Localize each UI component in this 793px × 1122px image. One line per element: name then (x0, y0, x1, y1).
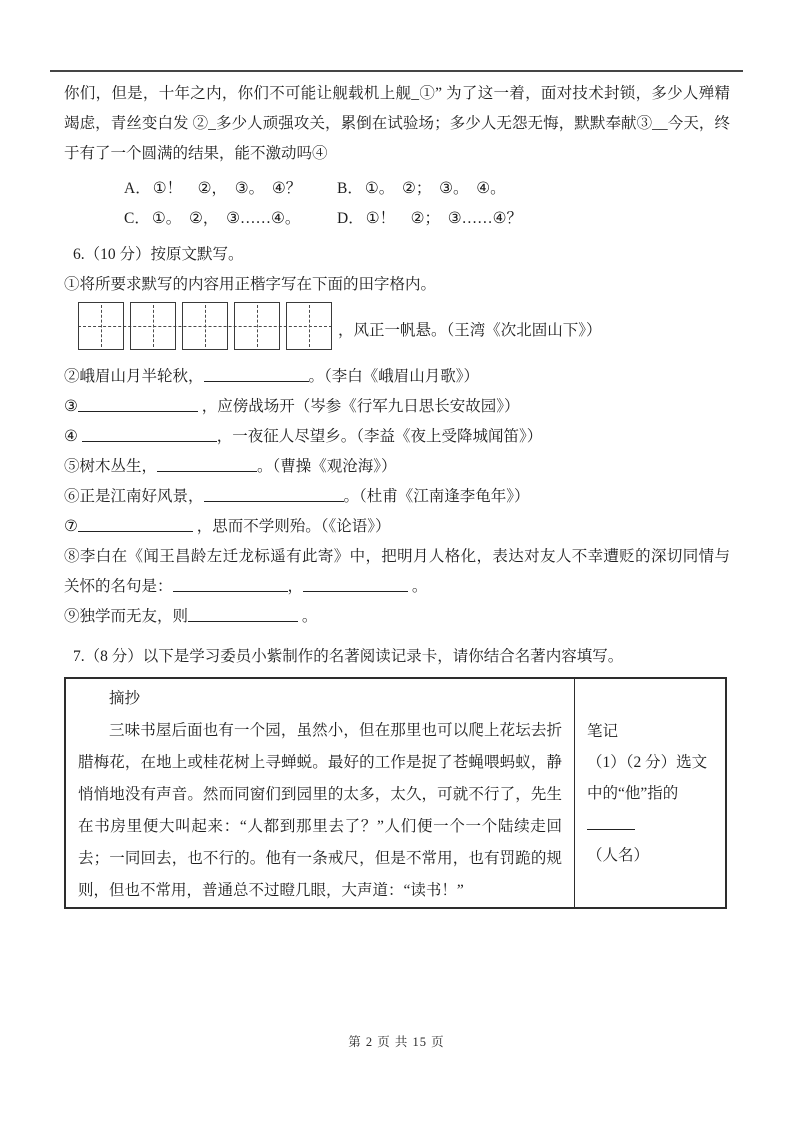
excerpt-title: 摘抄 (109, 690, 141, 707)
header-divider (50, 70, 743, 72)
answer-blank (78, 399, 198, 412)
item-text: ②峨眉山月半轮秋， (64, 368, 204, 385)
character-grid-cell (130, 302, 176, 350)
answer-blank (188, 609, 298, 622)
option-d-label: D． (337, 210, 364, 227)
option-d (337, 204, 522, 234)
character-grid-cell (286, 302, 332, 350)
question6-item1: ①将所要求默写的内容用正楷字写在下面的田字格内。 (64, 276, 437, 293)
item-text: ，一夜征人尽望乡。（李益《夜上受降城闻笛》） (216, 428, 543, 445)
q6-item-7 (64, 512, 730, 542)
page-content (64, 79, 730, 909)
character-grid-cell (182, 302, 228, 350)
excerpt-text: 三味书屋后面也有一个园，虽然小，但在那里也可以爬上花坛去折腊梅花，在地上或桂花树上寻蝉蜕。最好的工作是捉了苍蝇喂蚂蚁，静悄悄地没有声音。然而同窗们到园里的太多，太久，可就不行了，先生在书房里便大叫起来：“人都到那里去了？”人们便一个一个陆续走回去；一同回去，也不行的。他有一条戒尺，但是不常用，也有罚跪的规则，但也不常用，普通总不过瞪几眼，大声道：“读书！” (78, 722, 562, 899)
item-text: ，应傍战场开（岑参《行军九日思长安故园》） (197, 398, 520, 415)
character-grid (78, 302, 332, 350)
note-cell (575, 679, 725, 907)
item-text: ，思而不学则殆。（《论语》） (192, 518, 391, 535)
note-title: 笔记 (587, 722, 619, 740)
item-text: ， (287, 578, 304, 595)
q6-item-3 (64, 392, 730, 422)
character-grid-cell (234, 302, 280, 350)
item-text: 。（杜甫《江南逢李龟年》） (343, 488, 530, 505)
answer-blank (587, 817, 635, 830)
item-text: ⑦ (64, 518, 78, 535)
item-text: ⑨独学而无友，则 (64, 608, 189, 625)
answer-blank (303, 579, 408, 592)
question6-fill-items (64, 362, 730, 632)
q6-item-2 (64, 362, 730, 392)
option-a (124, 174, 337, 204)
character-grid-cell (78, 302, 124, 350)
option-c-text: ①。 ②， ③……④。 (151, 210, 301, 227)
option-a-text: ①！ ②， ③。 ④？ (152, 180, 302, 197)
q6-item-4 (64, 422, 730, 452)
grid-suffix-text: ，风正一帆悬。（王湾《次北固山下》） (338, 322, 602, 339)
q6-item-9 (64, 602, 730, 632)
option-a-label: A． (124, 180, 151, 197)
option-c-label: C． (124, 210, 150, 227)
option-b (337, 174, 506, 204)
answer-blank (78, 519, 193, 532)
option-d-text: ①！ ②； ③……④？ (365, 210, 523, 227)
excerpt-cell (66, 679, 575, 907)
note-item-text: （1）（2 分）选文中的“他”指的 (587, 753, 708, 802)
option-row-2 (124, 204, 730, 234)
question5-passage: 你们，但是，十年之内，你们不可能让舰载机上舰_①” 为了这一着，面对技术封锁，多少人殚精竭虑，青丝变白发 ②_多少人顽强攻关，累倒在试验场；多少人无怨无悔，默默奉献③__今天，终于有了一个圆满的结果，能不激动吗④ (64, 85, 730, 162)
item-text: ⑧李白在《闻王昌龄左迁龙标遥有此寄》中，把明月人格化，表达对友人不幸遭贬的深切同情与关怀的名句是： (64, 548, 730, 595)
q6-item-6 (64, 482, 730, 512)
answer-blank (173, 579, 288, 592)
note-item (587, 747, 717, 840)
reading-record-card (64, 677, 727, 909)
item-text: ③ (64, 398, 78, 415)
option-b-text: ①。 ②； ③。 ④。 (364, 180, 506, 197)
answer-blank (204, 369, 309, 382)
item-text: ⑥正是江南好风景， (64, 488, 204, 505)
item-text: 。（曹操《观沧海》） (257, 458, 397, 475)
option-c (124, 204, 337, 234)
q6-item-5 (64, 452, 730, 482)
answer-blank (204, 489, 344, 502)
option-row-1 (124, 174, 730, 204)
question5-options (124, 174, 730, 234)
character-grid-row (78, 302, 730, 350)
item-text: ④ (64, 428, 82, 445)
question7-heading: 7.（8 分）以下是学习委员小紫制作的名著阅读记录卡，请你结合名著内容填写。 (73, 648, 624, 665)
item-text: 。 (298, 608, 318, 625)
item-text: ⑤树木丛生， (64, 458, 158, 475)
option-b-label: B． (337, 180, 363, 197)
question6-heading: 6.（10 分）按原文默写。 (73, 246, 244, 263)
answer-blank (82, 429, 217, 442)
item-text: 。（李白《峨眉山月歌》） (308, 368, 480, 385)
item-text: 。 (408, 578, 428, 595)
q6-item-8 (64, 542, 730, 602)
answer-blank (157, 459, 257, 472)
page-number-indicator: 第 2 页 共 15 页 (348, 1035, 445, 1049)
note-item-hint: （人名） (587, 846, 650, 864)
